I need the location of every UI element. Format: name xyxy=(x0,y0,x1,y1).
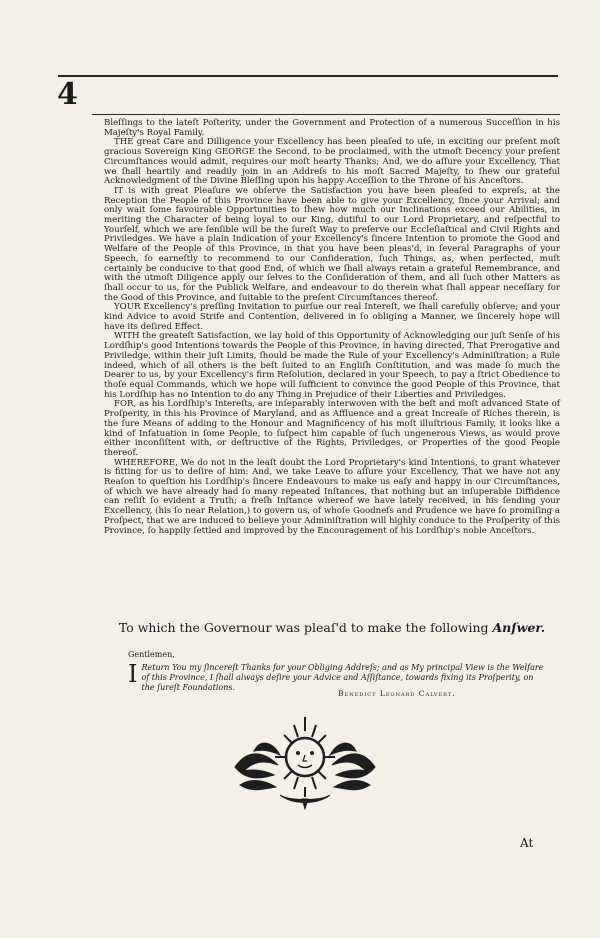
answer-heading xyxy=(104,620,560,635)
paragraph: WITH the greateſt Satisfaction, we lay hold of this Opportunity of Acknowledging our juſt Senſe of his Lordſhip's good Intentions towards the People of this Province, in having directed, That Prerogative and Priviledge, within their juſt Limits, ſhould be made the Rule of your Excellency's Adminiſtration; a Rule indeed, which of all others is the beſt ſuited to an Engliſh Conſtitution, and was made ſo much the Dearer to us, by your Excellency's firm Reſolution, declared in your Speech, to pay a ſtrict Obedience to thoſe equal Commands, which we hope will ſufficient to convince the good People of this Province, that his Lordſhip has no Intention to do any Thing in Prejudice of their Liberties and Priviledges. xyxy=(104,331,560,400)
page-number: 4 xyxy=(57,77,78,112)
answer-heading-prefix: To which the Governour was pleaſ'd to make the following xyxy=(118,620,489,635)
salutation: Gentlemen, xyxy=(128,650,175,659)
top-rule xyxy=(58,75,558,77)
paragraph: IT is with great Pleaſure we obſerve the Satisfaction you have been pleaſed to expreſs, at the Reception the People of this Province have been able to give your Excellency, ſince your Arrival; and only wait ſome favourable Opportunities to ſhew how much our Inclinations exceed our Abilities, in meriting the Character of being loyal to our King, dutiful to our Lord Proprietary, and reſpectful to Yourſelf, which we are ſenſible will be the ſureſt Way to preſerve our Eccleſiaſtical and Civil Rights and Priviledges. We have a plain Indication of your Excellency's ſincere Intention to promote the Good and Welfare of the People of this Province, in that you have been pleas'd, in ſeveral Paragraphs of your Speech, ſo earneſtly to recommend to our Conſideration, ſuch Things, as, when perfected, muſt certainly be conducive to that good End, of which we ſhall always retain a grateful Remembrance, and with the utmoſt Diligence apply our ſelves to the Conſideration of them, and all ſuch other Matters as ſhall occur to us, for the Publick Welfare, and endeavour to do therein what ſhall appear neceſſary for the Good of this Province, and ſuitable to the preſent Circumſtances thereof. xyxy=(104,185,560,303)
paragraph: Bleſſings to the lateſt Poſterity, under the Government and Protection of a numerous Succeſſion in his Majeſty's Royal Family. xyxy=(104,118,560,138)
sun-face-ornament-icon xyxy=(230,715,380,810)
drop-cap: I xyxy=(128,660,138,688)
signature: Benedict Leonard Calvert. xyxy=(338,689,456,698)
paragraph: YOUR Excellency's preſſing Invitation to purſue our real Intereſt, we ſhall carefully obſerve; and your kind Advice to avoid Strife and Contention, delivered in ſo obliging a Manner, we ſincerely hope will have its deſired Effect. xyxy=(104,302,560,332)
catchword: At xyxy=(520,836,534,850)
reply-text: Return You my ſincereſt Thanks for your Obliging Addreſs; and as My principal View is the Welfare of this Province, I ſhall always deſire your Advice and Aſſiſtance, towards fixing its Proſperity, on the ſureſt Foundations. xyxy=(141,663,544,692)
paragraph: FOR, as his Lordſhip's Intereſts, are inſeparably interwoven with the beſt and moſt advanced State of Proſperity, in this his Province of Maryland, and as Affluence and a great Increaſe of Riches therein, is the ſure Means of adding to the Honour and Magnificency of his moſt illuſtrious Family, it looks like a kind of Infatuation in ſome People, to ſuſpect him capable of ſuch ungenerous Views, as would prove either inconſiſtent with, or deſtructive of the Rights, Priviledges, or Properties of the good People thereof. xyxy=(104,399,560,458)
paragraph: WHEREFORE, We do not in the leaſt doubt the Lord Proprietary's kind Intentions, to grant whatever is fitting for us to deſire of him: And, we take Leave to aſſure your Excellency, That we have not any Reaſon to queſtion his Lordſhip's ſincere Endeavours to make us eaſy and happy in our Circumſtances, of which we have already had ſo many repeated Inſtances, that nothing but an inſuperable Diffidence can reſiſt ſo evident a Truth; a freſh Inſtance whereof we have lately received, in his ſending your Excellency, (his ſo near Relation,) to govern us, of whoſe Goodneſs and Prudence we have ſo promiſing a Proſpect, that we are induced to believe your Adminiſtration will highly conduce to the Proſperity of this Province, ſo happily ſettled and improved by the Encouragement of his Lordſhip's noble Anceſtors. xyxy=(104,457,560,536)
address-body xyxy=(104,119,560,536)
paragraph: THE great Care and Dilligence your Excellency has been pleaſed to uſe, in exciting our preſent moſt gracious Sovereign King GEORGE the Second, to be proclaimed, with the utmoſt Decency your preſent Circumſtances would admit, requires our moſt hearty Thanks; And, we do aſſure your Excellency, That we ſhall heartily and readily join in an Addreſs to his moſt Sacred Majeſty, to ſhew our grateful Acknowledgment of the Divine Bleſſing upon his happy Acceſſion to the Throne of his Anceſtors. xyxy=(104,137,560,187)
answer-heading-emphasis: Anſwer. xyxy=(492,620,546,635)
header-rule xyxy=(92,114,560,115)
